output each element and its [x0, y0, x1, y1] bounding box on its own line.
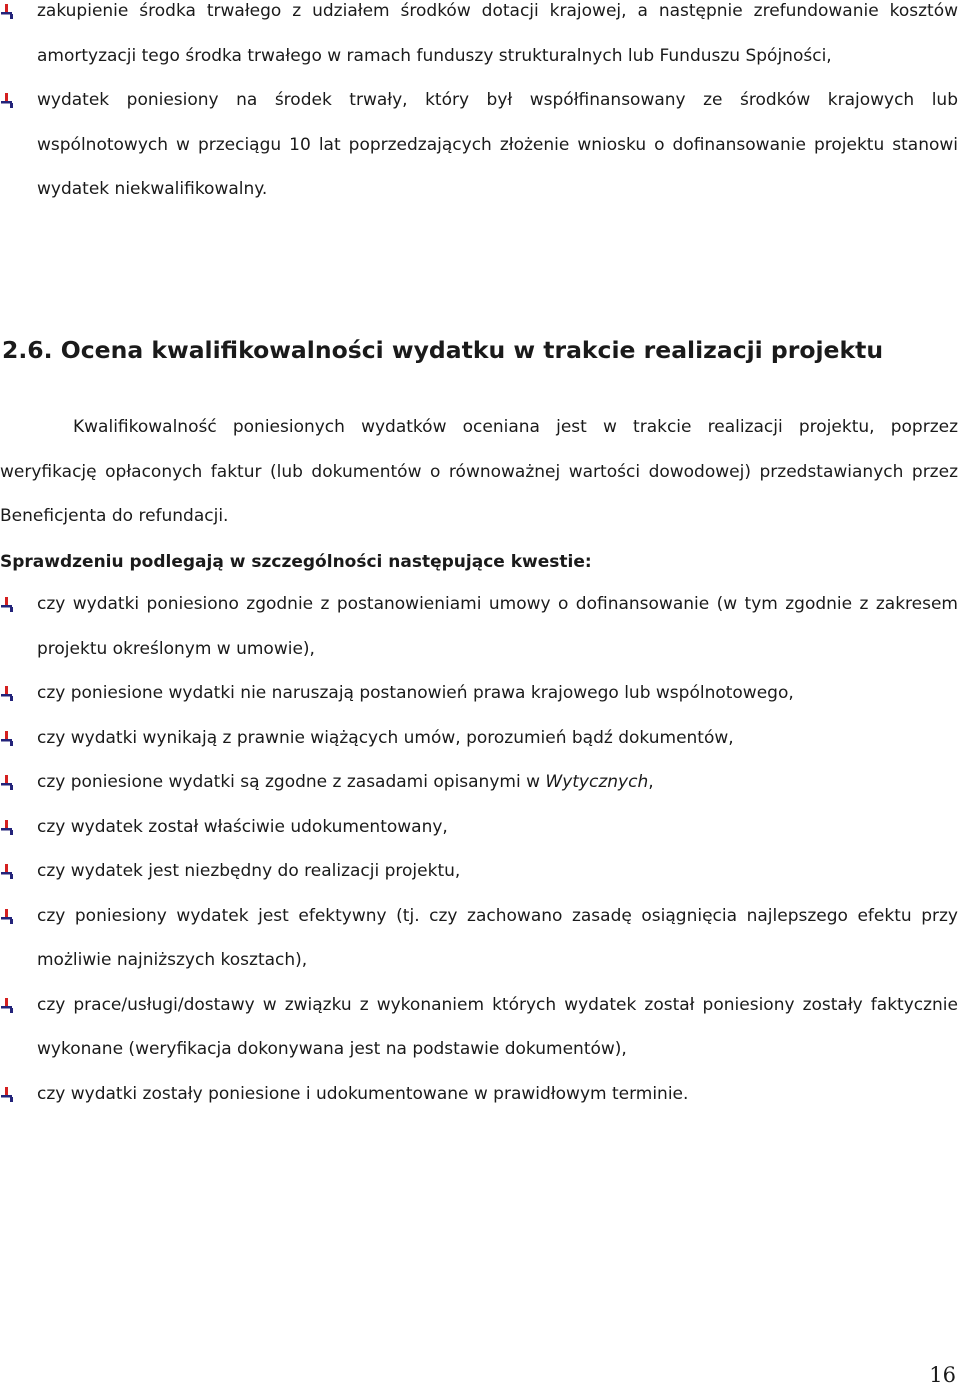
- list-item-text: czy prace/usługi/dostawy w związku z wykonaniem których wydatek został poniesiony zostały faktycznie wykonane (weryfikacja dokonywana jest na podstawie dokumentów),: [37, 994, 958, 1059]
- list-item-text-before: czy poniesione wydatki są zgodne z zasadami opisanymi w: [37, 772, 546, 792]
- bullet-icon: [1, 864, 14, 879]
- list-item: [0, 849, 958, 894]
- list-item-text: czy wydatki poniesiono zgodnie z postanowieniami umowy o dofinansowanie (w tym zgodnie z zakresem projektu określonym w umowie),: [37, 594, 958, 659]
- list-item: [0, 760, 958, 805]
- list-item: [0, 894, 958, 983]
- bullet-icon: [1, 597, 14, 612]
- list-item: [0, 805, 958, 850]
- list-item-text: czy wydatki zostały poniesione i udokumentowane w prawidłowym terminie.: [37, 1083, 689, 1104]
- list-item: [0, 1072, 958, 1117]
- section-paragraph: Kwalifikowalność poniesionych wydatków oceniana jest w trakcie realizacji projektu, poprzez weryfikację opłaconych faktur (lub dokumentów o równoważnej wartości dowodowej) przedstawianych przez Beneficjenta do refundacji.: [0, 417, 958, 526]
- list-item-text: czy wydatek został właściwie udokumentowany,: [37, 816, 448, 837]
- list-item: [0, 78, 958, 212]
- bullet-icon: [1, 998, 14, 1013]
- check-bullet-list: [0, 582, 958, 1116]
- bullet-icon: [1, 4, 14, 19]
- list-item: [0, 983, 958, 1072]
- list-item: [0, 0, 958, 78]
- list-item-text: czy wydatek jest niezbędny do realizacji projektu,: [37, 861, 461, 881]
- list-item-text-italic: Wytycznych: [545, 772, 649, 792]
- page-number: 16: [929, 1363, 956, 1387]
- list-item-text: wydatek poniesiony na środek trwały, który był współfinansowany ze środków krajowych lub wspólnotowych w przeciągu 10 lat poprzedzających złożenie wniosku o dofinansowanie projektu stanowi wydatek niekwalifikowalny.: [37, 90, 958, 199]
- list-item: [0, 582, 958, 671]
- list-item-text: czy poniesione wydatki nie naruszają postanowień prawa krajowego lub wspólnotowego,: [37, 683, 794, 703]
- bullet-icon: [1, 731, 14, 746]
- list-item-text: czy wydatki wynikają z prawnie wiążących umów, porozumień bądź dokumentów,: [37, 727, 734, 748]
- top-bullet-list: [0, 0, 958, 212]
- list-item-text-after: ,: [648, 772, 654, 792]
- list-item-text: czy poniesiony wydatek jest efektywny (tj. czy zachowano zasadę osiągnięcia najlepszego efektu przy możliwie najniższych kosztach),: [37, 905, 958, 970]
- bullet-icon: [1, 775, 14, 790]
- bullet-icon: [1, 1087, 14, 1102]
- list-item: [0, 671, 958, 716]
- checks-subheading: Sprawdzeniu podlegają w szczególności następujące kwestie:: [0, 552, 592, 572]
- bullet-icon: [1, 909, 14, 924]
- bullet-icon: [1, 686, 14, 701]
- bullet-icon: [1, 820, 14, 835]
- bullet-icon: [1, 93, 14, 108]
- section-heading: 2.6. Ocena kwalifikowalności wydatku w trakcie realizacji projektu: [2, 336, 884, 364]
- list-item: [0, 716, 958, 761]
- list-item-text: zakupienie środka trwałego z udziałem środków dotacji krajowej, a następnie zrefundowanie kosztów amortyzacji tego środka trwałego w ramach funduszy strukturalnych lub Funduszu Spójności,: [37, 1, 958, 66]
